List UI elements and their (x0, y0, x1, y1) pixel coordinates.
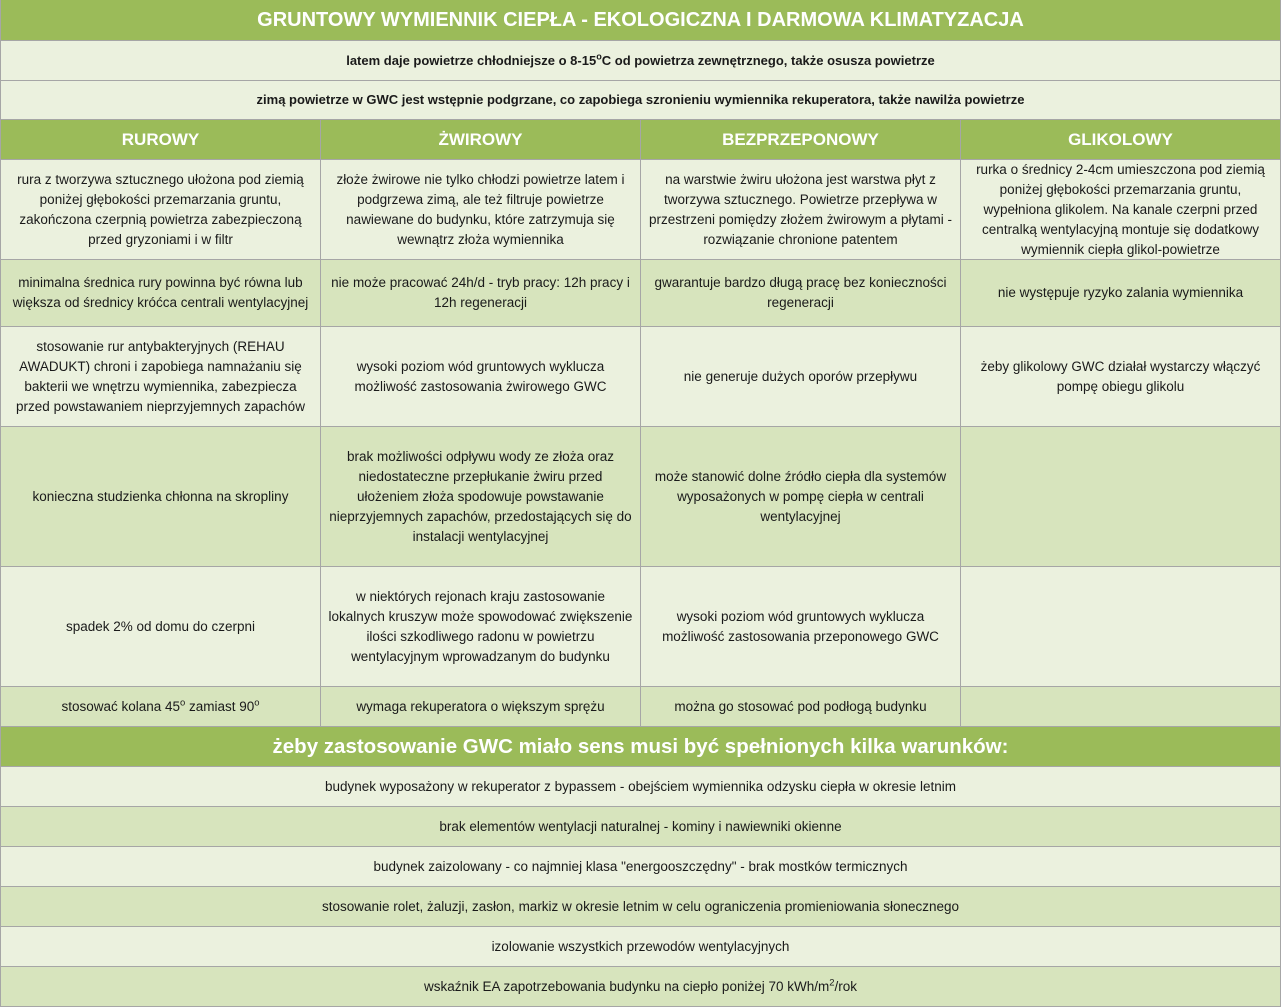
page-title: GRUNTOWY WYMIENNIK CIEPŁA - EKOLOGICZNA I DARMOWA KLIMATYZACJA (257, 9, 1024, 31)
column-header-zwirowy (321, 120, 641, 159)
column-header-label: RUROWY (121, 129, 200, 149)
column-header-label: ŻWIROWY (438, 129, 523, 149)
empty-cell-glikolowy (961, 567, 1281, 686)
cell-zwirowy (321, 160, 641, 259)
title-row (1, 0, 1281, 41)
cell-rurowy (1, 260, 321, 326)
condition-item (1, 807, 1281, 847)
cell-text: żeby glikolowy GWC działał wystarczy włączyć pompę obiegu glikolu (980, 358, 1261, 394)
cell-text: może stanowić dolne źródło ciepła dla systemów wyposażonych w pompę ciepła w centrali wentylacyjnej (654, 468, 947, 524)
condition-text-part: wskaźnik EA zapotrzebowania budynku na ciepło poniżej 70 kWh/m (424, 978, 830, 994)
empty-cell-glikolowy (961, 427, 1281, 566)
cell-text: nie może pracować 24h/d - tryb pracy: 12h pracy i 12h regeneracji (331, 275, 630, 310)
cell-text: można go stosować pod podłogą budynku (674, 698, 927, 714)
condition-text (424, 977, 857, 997)
summer-note-text: latem daje powietrze chłodniejsze o 8-15 (346, 52, 597, 68)
summer-note-text-end: C od powietrza zewnętrznego, także osusza powietrze (601, 52, 935, 68)
summer-note-row (1, 41, 1281, 81)
winter-note-cell (1, 81, 1281, 119)
summer-note (346, 51, 935, 71)
condition-cell (1, 847, 1281, 886)
cell-text: wymaga rekuperatora o większym sprężu (356, 698, 605, 714)
condition-cell (1, 807, 1281, 846)
cell-text: nie generuje dużych oporów przepływu (683, 368, 918, 384)
condition-cell (1, 927, 1281, 966)
condition-cell (1, 767, 1281, 806)
cell-text: złoże żwirowe nie tylko chłodzi powietrze latem i podgrzewa zimą, ale też filtruje powietrze nawiewane do budynku, które zatrzymuja się wewnątrz złoża wymiennika (336, 171, 625, 247)
cell-text-part: stosować kolana 45 (61, 698, 181, 714)
condition-cell (1, 887, 1281, 926)
summer-note-cell (1, 41, 1281, 80)
table-row (1, 567, 1281, 687)
cell-rurowy (1, 567, 321, 686)
degree-superscript: o (254, 697, 260, 708)
cell-glikolowy (961, 260, 1281, 326)
cell-zwirowy (321, 427, 641, 566)
cell-bezprzeponowy (641, 327, 961, 426)
table-row (1, 260, 1281, 327)
cell-text: brak możliwości odpływu wody ze złoża oraz niedostateczne przepłukanie żwiru przed ułożeniem złoża spodowuje powstawanie nieprzyjemnych zapachów, przedostających się do instalacji wentylacyjnej (329, 448, 632, 544)
column-header-bezprzeponowy (641, 120, 961, 159)
column-header-glikolowy (961, 120, 1281, 159)
condition-item (1, 767, 1281, 807)
condition-text: budynek zaizolowany - co najmniej klasa "energooszczędny" - brak mostków termicznych (373, 858, 908, 874)
condition-text: brak elementów wentylacji naturalnej - kominy i nawiewniki okienne (439, 818, 842, 834)
cell-bezprzeponowy (641, 427, 961, 566)
cell-rurowy (1, 687, 321, 726)
cell-bezprzeponowy (641, 260, 961, 326)
condition-item (1, 927, 1281, 967)
cell-zwirowy (321, 327, 641, 426)
cell-rurowy (1, 427, 321, 566)
column-header-label: GLIKOLOWY (1068, 129, 1173, 149)
cell-bezprzeponowy (641, 687, 961, 726)
condition-text: izolowanie wszystkich przewodów wentylacyjnych (491, 938, 790, 954)
degree-superscript: o (180, 697, 186, 708)
table-row (1, 327, 1281, 427)
empty-cell-glikolowy (961, 687, 1281, 726)
cell-text: wysoki poziom wód gruntowych wyklucza możliwość zastosowania żwirowego GWC (354, 358, 607, 394)
cell-text: stosowanie rur antybakteryjnych (REHAU AWADUKT) chroni i zapobiega namnażaniu się bakterii we wnętrzu wymiennika, zabezpiecza przed powstawaniem nieprzyjemnych zapachów (16, 338, 305, 414)
cell-glikolowy (961, 160, 1281, 259)
condition-cell (1, 967, 1281, 1006)
winter-note-row (1, 81, 1281, 120)
condition-text: stosowanie rolet, żaluzji, zasłon, markiz w okresie letnim w celu ograniczenia promieniowania słonecznego (321, 898, 960, 914)
conditions-title-cell (1, 727, 1281, 766)
title-cell (1, 0, 1281, 40)
conditions-title-row (1, 727, 1281, 767)
cell-zwirowy (321, 687, 641, 726)
condition-item (1, 887, 1281, 927)
cell-text: nie występuje ryzyko zalania wymiennika (997, 285, 1244, 300)
cell-text: spadek 2% od domu do czerpni (65, 618, 256, 634)
condition-item (1, 847, 1281, 887)
condition-text: budynek wyposażony w rekuperator z bypassem - obejściem wymiennika odzysku ciepła w okresie letnim (324, 778, 957, 794)
cell-text: konieczna studzienka chłonna na skropliny (32, 488, 289, 504)
table-row (1, 160, 1281, 260)
cell-text: minimalna średnica rury powinna być równa lub większa od średnicy króćca centrali wentylacyjnej (12, 275, 309, 310)
condition-item (1, 967, 1281, 1007)
conditions-title: żeby zastosowanie GWC miało sens musi być spełnionych kilka warunków: (272, 734, 1009, 758)
cell-rurowy (1, 160, 321, 259)
cell-glikolowy (961, 327, 1281, 426)
cell-text: rurka o średnicy 2-4cm umieszczona pod ziemią poniżej głębokości przemarzania gruntu, wypełniona glikolem. Na kanale czerpni przed centralką wentylacyjną montuje się dodatkowy wymiennik ciepła glikol-powietrze (976, 161, 1265, 257)
cell-text: rura z tworzywa sztucznego ułożona pod ziemią poniżej głębokości przemarzania gruntu, zakończona czerpnią powietrza zabezpieczoną przed gryzoniami i w filtr (17, 171, 304, 247)
cell-text: gwarantuje bardzo długą pracę bez konieczności regeneracji (654, 275, 947, 310)
cell-bezprzeponowy (641, 567, 961, 686)
column-header-row (1, 120, 1281, 160)
column-header-rurowy (1, 120, 321, 159)
squared-superscript: 2 (829, 977, 835, 988)
cell-text (61, 697, 259, 717)
winter-note: zimą powietrze w GWC jest wstępnie podgrzane, co zapobiega szronieniu wymiennika rekuperatora, także nawilża powietrze (256, 92, 1025, 107)
cell-text: wysoki poziom wód gruntowych wyklucza możliwość zastosowania przeponowego GWC (662, 608, 939, 644)
degree-superscript: o (596, 51, 602, 62)
condition-text-part: /rok (834, 978, 857, 994)
cell-zwirowy (321, 567, 641, 686)
table-row (1, 687, 1281, 727)
cell-text: w niektórych rejonach kraju zastosowanie lokalnych kruszyw może spowodować zwiększenie ilości szkodliwego radonu w powietrzu wentylacyjnym wprowadzanym do budynku (328, 588, 633, 664)
cell-bezprzeponowy (641, 160, 961, 259)
table-row (1, 427, 1281, 567)
cell-zwirowy (321, 260, 641, 326)
column-header-label: BEZPRZEPONOWY (722, 129, 879, 149)
cell-text: na warstwie żwiru ułożona jest warstwa płyt z tworzywa sztucznego. Powietrze przepływa w przestrzeni pomiędzy złożem żwirowym a płytami - rozwiązanie chronione patentem (648, 171, 953, 247)
cell-rurowy (1, 327, 321, 426)
cell-text-part: zamiast 90 (185, 698, 255, 714)
